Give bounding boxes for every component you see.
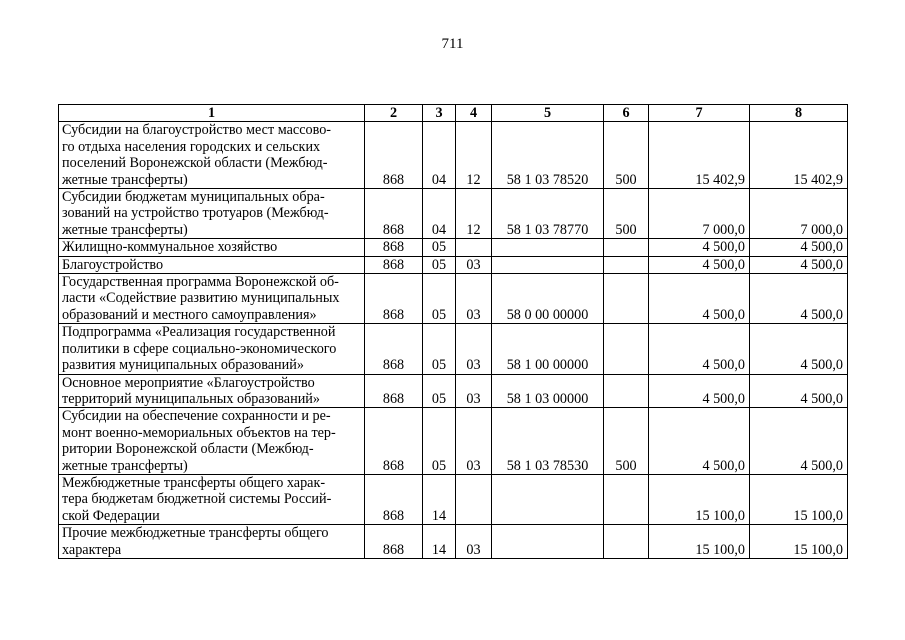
section-code-cell: 14	[423, 474, 456, 524]
amount-cell: 7 000,0	[649, 189, 750, 239]
amount-cell: 4 500,0	[649, 256, 750, 273]
table-row	[59, 324, 848, 374]
row-name-line: жетные трансферты)	[62, 457, 188, 474]
table-body	[59, 122, 848, 559]
section-code-cell: 05	[423, 239, 456, 256]
expense-type-cell	[604, 239, 649, 256]
row-name-line: образований и местного самоуправления»	[62, 306, 317, 323]
row-name-line: развития муниципальных образований»	[62, 357, 304, 374]
admin-code-cell: 868	[365, 324, 423, 374]
row-name-line: ритории Воронежской области (Межбюд-	[62, 441, 314, 458]
row-name-cell	[59, 274, 365, 324]
subsection-code-cell: 03	[456, 408, 492, 475]
amount-cell: 15 100,0	[649, 525, 750, 559]
admin-code-cell: 868	[365, 525, 423, 559]
page-number: 711	[441, 36, 464, 52]
section-code-cell: 05	[423, 274, 456, 324]
row-name-line: характера	[62, 541, 122, 558]
admin-code-cell: 868	[365, 189, 423, 239]
header-cell: 1	[59, 105, 365, 122]
amount-cell: 15 100,0	[750, 525, 848, 559]
target-article-cell	[492, 256, 604, 273]
table-row	[59, 408, 848, 475]
expense-type-cell	[604, 474, 649, 524]
row-name-cell	[59, 374, 365, 408]
section-code-cell: 04	[423, 122, 456, 189]
amount-cell: 4 500,0	[750, 274, 848, 324]
row-name-line: тера бюджетам бюджетной системы Россий-	[62, 491, 332, 508]
row-name-cell	[59, 122, 365, 189]
row-name-line: Подпрограмма «Реализация государственной	[62, 324, 336, 341]
admin-code-cell: 868	[365, 256, 423, 273]
row-name-cell	[59, 239, 365, 256]
row-name-line: го отдыха населения городских и сельских	[62, 138, 321, 155]
row-name-line: Прочие межбюджетные трансферты общего	[62, 525, 329, 542]
amount-cell: 15 402,9	[649, 122, 750, 189]
admin-code-cell: 868	[365, 274, 423, 324]
amount-cell: 4 500,0	[750, 239, 848, 256]
row-name-cell	[59, 324, 365, 374]
header-cell: 6	[604, 105, 649, 122]
subsection-code-cell	[456, 239, 492, 256]
header-cell: 5	[492, 105, 604, 122]
subsection-code-cell: 12	[456, 122, 492, 189]
row-name-cell	[59, 474, 365, 524]
section-code-cell: 05	[423, 256, 456, 273]
subsection-code-cell	[456, 474, 492, 524]
table-row	[59, 525, 848, 559]
row-name-line: ской Федерации	[62, 507, 160, 524]
row-name-cell	[59, 256, 365, 273]
target-article-cell: 58 0 00 00000	[492, 274, 604, 324]
header-cell: 2	[365, 105, 423, 122]
table-row	[59, 374, 848, 408]
amount-cell: 15 100,0	[750, 474, 848, 524]
admin-code-cell: 868	[365, 239, 423, 256]
header-cell: 7	[649, 105, 750, 122]
expense-type-cell	[604, 274, 649, 324]
row-name-line: политики в сфере социально-экономического	[62, 340, 337, 357]
header-cell: 4	[456, 105, 492, 122]
row-name-line: зований на устройство тротуаров (Межбюд-	[62, 205, 329, 222]
subsection-code-cell: 03	[456, 525, 492, 559]
target-article-cell: 58 1 00 00000	[492, 324, 604, 374]
expense-type-cell	[604, 374, 649, 408]
admin-code-cell: 868	[365, 474, 423, 524]
amount-cell: 4 500,0	[649, 239, 750, 256]
amount-cell: 4 500,0	[649, 374, 750, 408]
row-name-line: Основное мероприятие «Благоустройство	[62, 374, 315, 391]
row-name-line: Субсидии на благоустройство мест массово-	[62, 122, 332, 139]
table-row	[59, 274, 848, 324]
table-row	[59, 239, 848, 256]
row-name-cell	[59, 408, 365, 475]
row-name-line: поселений Воронежской области (Межбюд-	[62, 155, 328, 172]
target-article-cell	[492, 474, 604, 524]
header-cell: 8	[750, 105, 848, 122]
amount-cell: 4 500,0	[649, 408, 750, 475]
expense-type-cell	[604, 256, 649, 273]
subsection-code-cell: 12	[456, 189, 492, 239]
amount-cell: 15 100,0	[649, 474, 750, 524]
expense-type-cell: 500	[604, 189, 649, 239]
section-code-cell: 05	[423, 374, 456, 408]
row-name-line: Государственная программа Воронежской об-	[62, 274, 339, 291]
amount-cell: 7 000,0	[750, 189, 848, 239]
expense-type-cell: 500	[604, 122, 649, 189]
admin-code-cell: 868	[365, 374, 423, 408]
table-row	[59, 122, 848, 189]
expense-type-cell	[604, 525, 649, 559]
row-name-line: Жилищно-коммунальное хозяйство	[62, 239, 278, 256]
amount-cell: 4 500,0	[649, 324, 750, 374]
target-article-cell	[492, 525, 604, 559]
subsection-code-cell: 03	[456, 374, 492, 408]
subsection-code-cell: 03	[456, 274, 492, 324]
admin-code-cell: 868	[365, 122, 423, 189]
row-name-line: монт военно-мемориальных объектов на тер-	[62, 424, 336, 441]
expense-type-cell	[604, 324, 649, 374]
section-code-cell: 04	[423, 189, 456, 239]
row-name-line: жетные трансферты)	[62, 221, 188, 238]
row-name-line: Межбюджетные трансферты общего харак-	[62, 474, 326, 491]
admin-code-cell: 868	[365, 408, 423, 475]
table-row	[59, 474, 848, 524]
table-row	[59, 256, 848, 273]
row-name-cell	[59, 525, 365, 559]
section-code-cell: 05	[423, 408, 456, 475]
amount-cell: 4 500,0	[750, 256, 848, 273]
amount-cell: 15 402,9	[750, 122, 848, 189]
section-code-cell: 05	[423, 324, 456, 374]
amount-cell: 4 500,0	[750, 324, 848, 374]
budget-table	[58, 104, 848, 559]
row-name-line: Субсидии на обеспечение сохранности и ре-	[62, 408, 331, 425]
row-name-line: жетные трансферты)	[62, 171, 188, 188]
table-row	[59, 189, 848, 239]
target-article-cell: 58 1 03 78530	[492, 408, 604, 475]
row-name-line: ласти «Содействие развитию муниципальных	[62, 290, 340, 307]
amount-cell: 4 500,0	[750, 408, 848, 475]
subsection-code-cell: 03	[456, 256, 492, 273]
header-row	[59, 105, 848, 122]
row-name-line: Субсидии бюджетам муниципальных обра-	[62, 189, 325, 206]
row-name-cell	[59, 189, 365, 239]
amount-cell: 4 500,0	[649, 274, 750, 324]
amount-cell: 4 500,0	[750, 374, 848, 408]
target-article-cell: 58 1 03 78770	[492, 189, 604, 239]
header-cell: 3	[423, 105, 456, 122]
target-article-cell	[492, 239, 604, 256]
expense-type-cell: 500	[604, 408, 649, 475]
target-article-cell: 58 1 03 78520	[492, 122, 604, 189]
row-name-line: территорий муниципальных образований»	[62, 390, 320, 407]
subsection-code-cell: 03	[456, 324, 492, 374]
row-name-line: Благоустройство	[62, 256, 164, 273]
section-code-cell: 14	[423, 525, 456, 559]
target-article-cell: 58 1 03 00000	[492, 374, 604, 408]
